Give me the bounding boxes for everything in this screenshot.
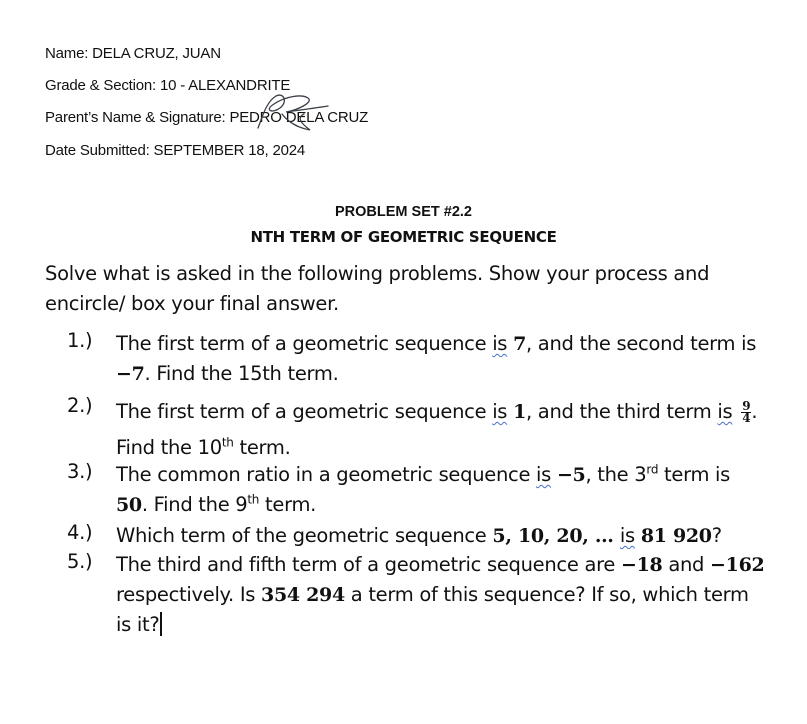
- math-value: −162: [710, 554, 765, 576]
- text-segment: term.: [233, 436, 291, 459]
- text-segment: The first term of a geometric sequence: [116, 332, 493, 355]
- spellcheck-word: is: [492, 332, 508, 355]
- spellcheck-word: is: [717, 400, 733, 423]
- fraction-numerator: 9: [742, 399, 751, 413]
- text-segment: . Find the 9: [141, 493, 248, 516]
- problem-set-title: PROBLEM SET #2.2: [335, 204, 472, 220]
- math-value: 81 920: [640, 525, 712, 547]
- math-value: 1: [513, 401, 526, 423]
- date-label: Date Submitted:: [45, 142, 150, 159]
- name-value: DELA CRUZ, JUAN: [92, 45, 221, 62]
- grade-label: Grade & Section:: [45, 77, 157, 94]
- date-value: SEPTEMBER 18, 2024: [153, 142, 306, 159]
- problem-text: [116, 460, 776, 520]
- problem-number: 5.): [67, 550, 93, 573]
- text-segment: , the 3: [585, 463, 647, 486]
- problem-text: [116, 521, 776, 551]
- text-segment: term is: [658, 463, 731, 486]
- text-segment: ?: [711, 524, 722, 547]
- superscript: th: [247, 492, 260, 507]
- problem-text: [116, 550, 776, 640]
- text-segment: term.: [259, 493, 317, 516]
- math-value: −18: [620, 554, 663, 576]
- problem-number: 2.): [67, 394, 93, 417]
- spellcheck-word: is: [492, 400, 508, 423]
- text-segment: , and the third term: [526, 400, 718, 423]
- math-value: −7: [116, 363, 145, 385]
- text-segment: . Find the 15th term.: [144, 362, 339, 385]
- spellcheck-word: is: [619, 524, 635, 547]
- superscript: rd: [646, 462, 659, 477]
- parent-value: PEDRO DELA CRUZ: [229, 109, 369, 126]
- math-value: 7: [513, 333, 526, 355]
- parent-label: Parent’s Name & Signature:: [45, 109, 226, 126]
- text-segment: The common ratio in a geometric sequence: [116, 463, 537, 486]
- problem-number: 4.): [67, 521, 93, 544]
- text-segment: The third and fifth term of a geometric sequence are: [116, 553, 621, 576]
- problem-text: [116, 329, 776, 389]
- math-value: 5, 10, 20, …: [492, 525, 620, 547]
- text-segment: [732, 400, 738, 423]
- text-segment: is it?: [116, 613, 160, 636]
- superscript: th: [221, 435, 234, 450]
- text-segment: respectively. Is: [116, 583, 262, 606]
- problem-set-subtitle: NTH TERM OF GEOMETRIC SEQUENCE: [250, 228, 557, 246]
- fraction: [741, 401, 751, 424]
- spellcheck-word: is: [536, 463, 552, 486]
- text-segment: and: [662, 553, 711, 576]
- text-segment: , and the second term is: [526, 332, 757, 355]
- grade-section-line: [45, 77, 290, 94]
- text-cursor[interactable]: [160, 612, 162, 636]
- date-submitted-line: [45, 142, 305, 159]
- text-segment: Which term of the geometric sequence: [116, 524, 493, 547]
- text-segment: a term of this sequence? If so, which term: [344, 583, 749, 606]
- student-name-line: [45, 45, 221, 62]
- parent-signature-line: [45, 109, 368, 126]
- fraction-denominator: 4: [742, 411, 751, 425]
- text-segment: The first term of a geometric sequence: [116, 400, 493, 423]
- problem-number: 1.): [67, 329, 93, 352]
- text-segment: Find the 10: [116, 436, 222, 459]
- math-value: −5: [556, 464, 586, 486]
- text-segment: .: [751, 400, 758, 423]
- math-value: 354 294: [261, 584, 345, 606]
- problem-text: [116, 394, 776, 465]
- math-value: 50: [116, 494, 142, 516]
- instructions: Solve what is asked in the following problems. Show your process and encircle/ box your final answer.: [45, 262, 710, 315]
- name-label: Name:: [45, 45, 89, 62]
- grade-value: 10 - ALEXANDRITE: [160, 77, 291, 94]
- problem-number: 3.): [67, 460, 93, 483]
